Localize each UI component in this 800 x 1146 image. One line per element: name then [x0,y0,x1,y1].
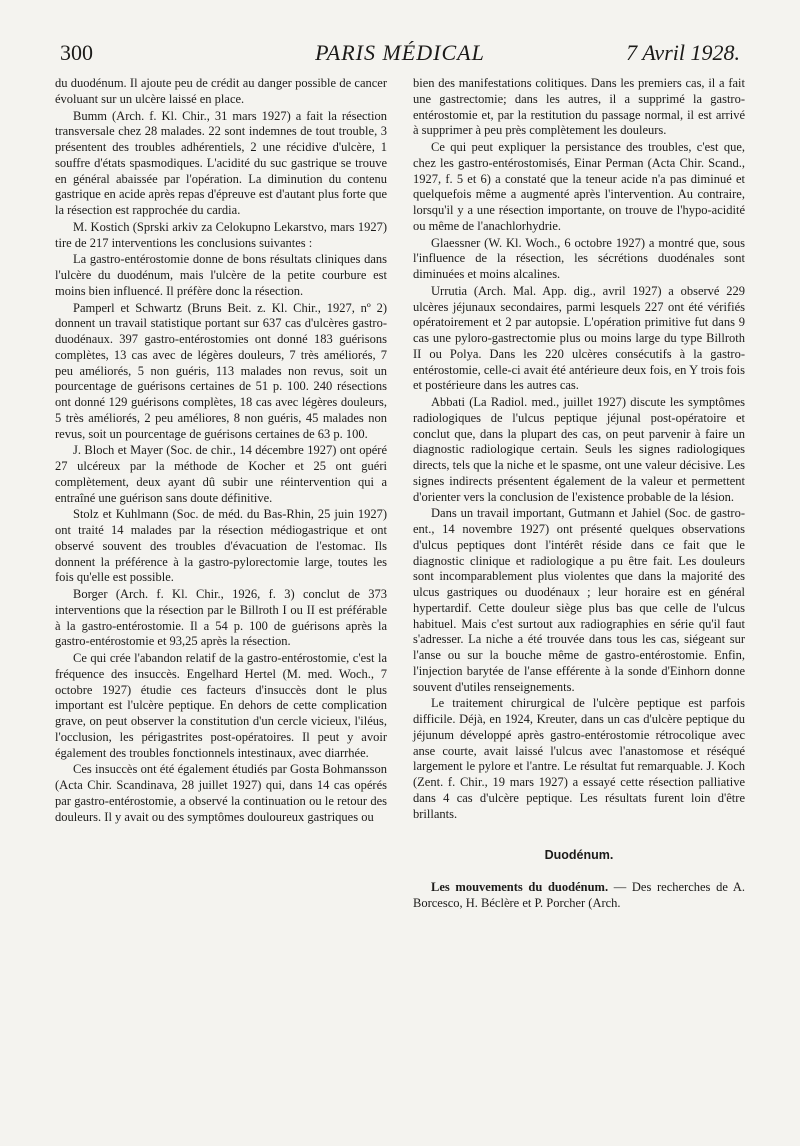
paragraph: Bumm (Arch. f. Kl. Chir., 31 mars 1927) a fait la résection transversale chez 28 malades. 22 sont indemnes de tout trouble, 3 présentent des troubles adhérentiels, 2 une récidive d'ulcère, 1 souffre d'états spasmodiques. L'acidité du suc gastrique se trouve en général abaissée par l'opération. La diminution du contenu gastrique en acide après repas d'épreuve est d'autant plus forte que la résection est rapprochée du cardia. [55,108,387,217]
paragraph: J. Bloch et Mayer (Soc. de chir., 14 décembre 1927) ont opéré 27 ulcéreux par la méthode de Kocher et 25 ont guéri complètement, deux ayant dû subir une réintervention qui a entraîné une guérison sans doute définitive. [55,443,387,505]
paragraph-text: — Des recherches de A. Borcesco, H. Béclère et P. Porcher (Arch. [413,880,745,910]
right-column [413,76,745,912]
paragraph [413,880,745,912]
paragraph: M. Kostich (Sprski arkiv za Celokupno Lekarstvo, mars 1927) tire de 217 interventions les conclusions suivantes : [55,219,387,250]
page-number: 300 [60,40,93,65]
subsection-heading: Les mouvements du duodénum. [431,880,609,894]
paragraph: Borger (Arch. f. Kl. Chir., 1926, f. 3) conclut de 373 interventions que la résection par le Billroth I ou II est préférable à la gastro-entérostomie. Il a 54 p. 100 de guérisons après la gastro-entérostomie et 93,25 après la résection. [55,587,387,649]
paragraph: Ce qui peut expliquer la persistance des troubles, c'est que, chez les gastro-entérostomisés, Einar Perman (Acta Chir. Scand., 1927, f. 5 et 6) a constaté que la teneur acide n'a pas diminué et quelquefois même a augmenté après l'intervention. Au contraire, lorsqu'il y a une résection importante, on trouve de l'hypo-acidité ou même de l'anachlorhydrie. [413,140,745,233]
paragraph: La gastro-entérostomie donne de bons résultats cliniques dans l'ulcère du duodénum, mais l'ulcère de la petite courbure est moins bien influencé. Il préfère donc la résection. [55,252,387,298]
paragraph: Urrutia (Arch. Mal. App. dig., avril 1927) a observé 229 ulcères jéjunaux secondaires, parmi lesquels 227 ont été vérifiés opératoirement et 2 par autopsie. L'opération primitive fut dans 9 cas une pyloro-gastrectomie plus ou moins large du type Billroth II ou Polya. Dans les 220 ulcères consécutifs à la gastro-entérostomie, celle-ci avait été antérieure deux fois, en Y trois fois et postérieure dans les autres cas. [413,283,745,393]
page-header [60,40,740,70]
paragraph: Ces insuccès ont été également étudiés par Gosta Bohmansson (Acta Chir. Scandinava, 28 juillet 1927) qui, dans 14 cas opérés par gastro-entérostomie, a observé la continuation ou le retour des douleurs. Il y avait ou des symptômes douloureux gastriques ou [55,762,387,824]
paragraph: Pamperl et Schwartz (Bruns Beit. z. Kl. Chir., 1927, nº 2) donnent un travail statistique portant sur 637 cas d'ulcères gastro-duodénaux. 397 gastro-entérostomies ont donné 183 guérisons complètes, 13 cas avec de légères douleurs, 7 très améliorés, 7 peu améliorés, 5 non guéris, 113 malades non revus, soit un pourcentage de guérisons certaines de 51 p. 100. 240 résections ont donné 129 guérisons complètes, 18 cas avec légères douleurs, 5 très améliorés, 2 peu améliores, 8 non guéris, 45 malades non revus, soit un pourcentage de guérisons certaines de 63 p. 100. [55,300,387,441]
paragraph: Dans un travail important, Gutmann et Jahiel (Soc. de gastro-ent., 14 novembre 1927) ont présenté quelques observations d'ulcus peptiques dont l'intérêt réside dans ce fait que le diagnostic clinique et radiologique a pu être fait. Les douleurs sont incomparablement plus violentes que dans la majorité des ulcus gastriques ou duodénaux ; leur horaire est en général hypertardif. Cette douleur siège plus bas que celle de l'ulcus habituel. Mais c'est surtout aux radiographies en série qu'il faut s'adresser. La niche a été trouvée dans tous les cas, siégeant sur l'anse ou sur la bouche même de gastro-entérostomie. Enfin, l'injection barytée de l'anse efférente à la sonde d'Einhorn donne souvent d'utiles renseignements. [413,506,745,694]
paragraph: Le traitement chirurgical de l'ulcère peptique est parfois difficile. Déjà, en 1924, Kreuter, dans un cas d'ulcère peptique du jéjunum développé après gastro-entérostomie rétrocolique avec anse courte, avait laissé l'ulcus avec l'anastomose et réséqué largement le pylore et l'antre. Le résultat fut remarquable. J. Koch (Zent. f. Chir., 19 mars 1927) a essayé cette résection palliative dans 4 cas d'ulcère peptique. Les résultats furent loin d'être brillants. [413,696,745,821]
issue-date: 7 Avril 1928. [626,40,740,65]
left-column [55,76,387,825]
paragraph: Glaessner (W. Kl. Woch., 6 octobre 1927) a montré que, sous l'influence de la résection, les sécrétions duodénales sont diminuées et moins alcalines. [413,235,745,281]
paragraph: bien des manifestations colitiques. Dans les premiers cas, il a fait une gastrectomie; dans les autres, il a supprimé la gastro-entérostomie et, par la restitution du passage normal, il est arrivé à supprimer à peu près complètement les douleurs. [413,76,745,138]
paragraph: du duodénum. Il ajoute peu de crédit au danger possible de cancer évoluant sur un ulcère laissé en place. [55,76,387,106]
running-title: PARIS MÉDICAL [315,40,485,65]
paragraph: Abbati (La Radiol. med., juillet 1927) discute les symptômes radiologiques de l'ulcus peptique jéjunal post-opératoire et conclut que, dans la plupart des cas, on peut parvenir à faire un diagnostic radiologique certain. Seuls les signes radiologiques directs, tels que la niche et le spasme, ont une valeur décisive. Les signes indirects présentent également de la valeur et permettent d'orienter vers la conclusion de l'existence probable de la lésion. [413,395,745,504]
paragraph: Stolz et Kuhlmann (Soc. de méd. du Bas-Rhin, 25 juin 1927) ont traité 14 malades par la résection médiogastrique et ont observé souvent des troubles d'évacuation de l'estomac. Ils donnent la préférence à la gastro-pylorectomie large, toutes les fois qu'elle est possible. [55,507,387,585]
paragraph: Ce qui crée l'abandon relatif de la gastro-entérostomie, c'est la fréquence des insuccès. Engelhard Hertel (M. med. Woch., 7 octobre 1927) étudie ces facteurs d'insuccès dont le plus important est l'ulcère peptique. En dehors de cette complication grave, on peut observer la constitution d'un cercle vicieux, l'iléus, l'occlusion, les périgastrites post-opératoires. Il peut y avoir également des troubles fonctionnels intestinaux, avec diarrhée. [55,651,387,760]
section-title: Duodénum. [544,848,614,863]
